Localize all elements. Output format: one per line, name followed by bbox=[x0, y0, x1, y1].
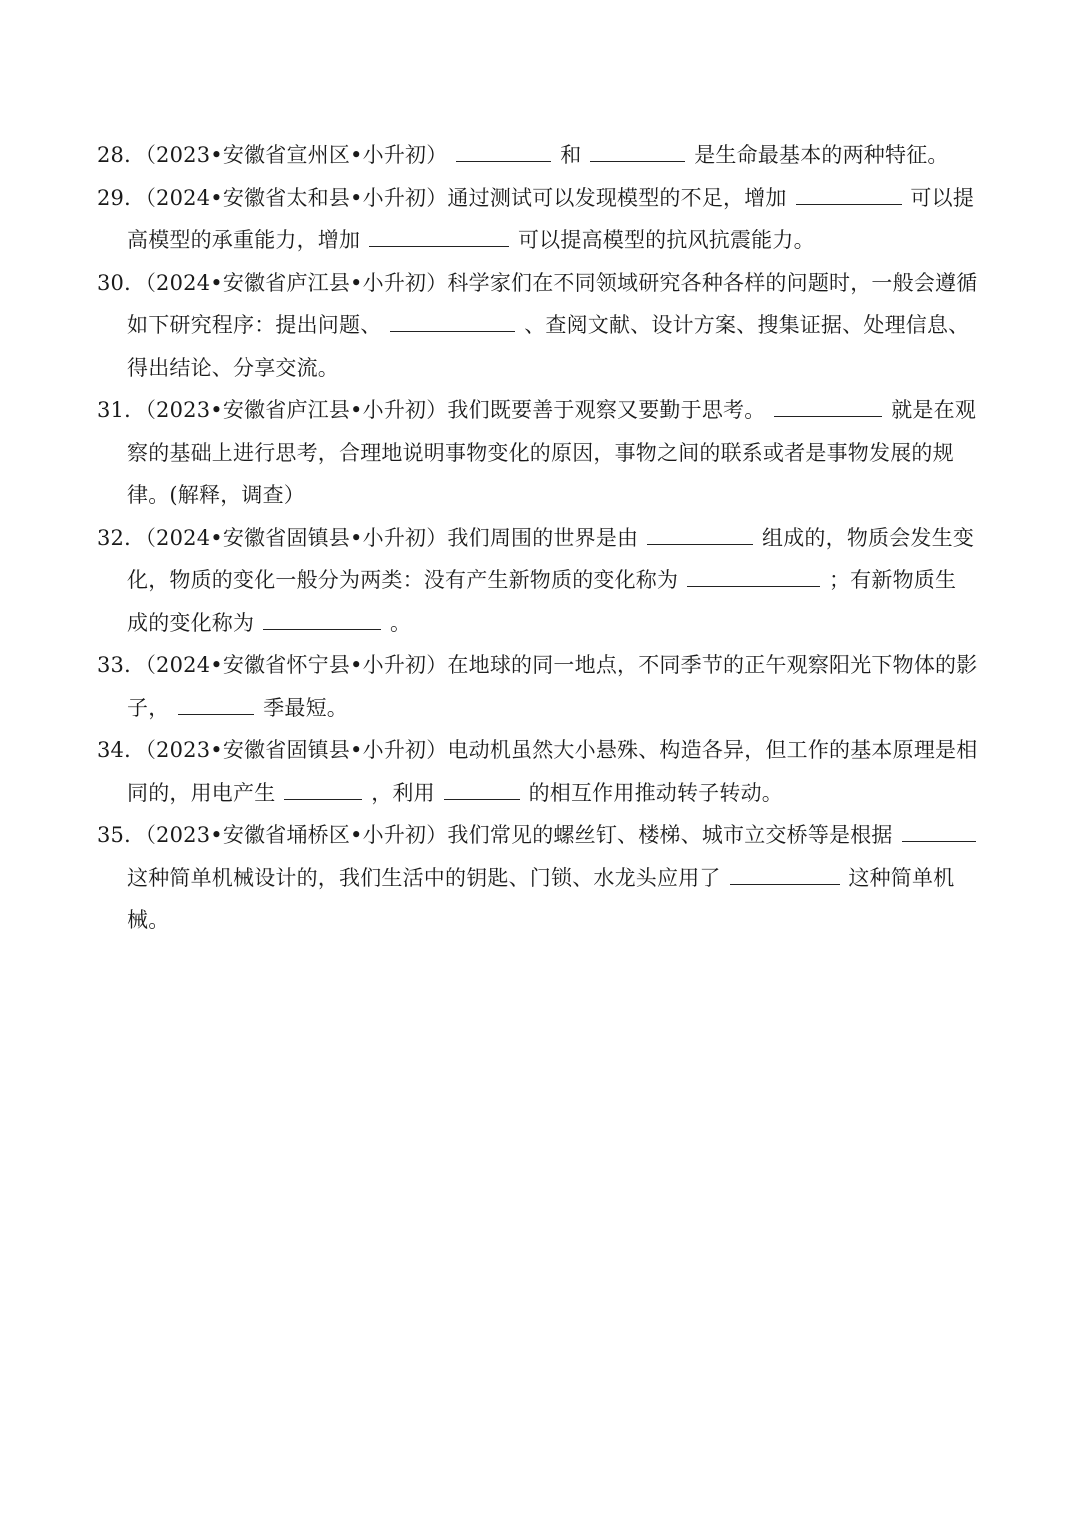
question-35-text-a: 35．（2023•安徽省埇桥区•小升初）我们常见的螺丝钉、楼梯、城市立交桥等是根据 bbox=[97, 823, 893, 847]
question-33-text-b: 子， bbox=[127, 695, 170, 720]
question-33-line-2 bbox=[97, 687, 987, 730]
question-list bbox=[97, 134, 987, 942]
question-30-line-3 bbox=[97, 347, 987, 390]
question-30-text-d: 得出结论、分享交流。 bbox=[127, 355, 339, 380]
question-35 bbox=[97, 814, 987, 942]
answer-blank[interactable] bbox=[902, 823, 976, 842]
question-34-text-a: 34．（2023•安徽省固镇县•小升初）电动机虽然大小悬殊、构造各异，但工作的基本原理是相 bbox=[97, 738, 978, 762]
question-34-text-d: 的相互作用推动转子转动。 bbox=[528, 780, 783, 805]
answer-blank[interactable] bbox=[263, 611, 381, 630]
question-31-text-a: 31．（2023•安徽省庐江县•小升初）我们既要善于观察又要勤于思考。 bbox=[97, 398, 766, 422]
question-28 bbox=[97, 134, 987, 177]
question-30-text-a: 30．（2024•安徽省庐江县•小升初）科学家们在不同领域研究各种各样的问题时，一般会遵循 bbox=[97, 270, 978, 295]
answer-blank[interactable] bbox=[178, 696, 254, 715]
question-29-text-a: 29．（2024•安徽省太和县•小升初）通过测试可以发现模型的不足，增加 bbox=[97, 185, 787, 210]
question-29-text-c: 高模型的承重能力，增加 bbox=[127, 228, 361, 252]
answer-blank[interactable] bbox=[444, 781, 520, 800]
question-29 bbox=[97, 177, 987, 262]
question-31-text-c: 察的基础上进行思考，合理地说明事物变化的原因，事物之间的联系或者是事物发展的规 bbox=[127, 440, 954, 465]
question-34 bbox=[97, 729, 987, 814]
question-32-text-d: ；有新物质生 bbox=[828, 568, 957, 592]
question-32-line-3 bbox=[97, 602, 987, 645]
answer-blank[interactable] bbox=[456, 143, 551, 162]
question-31-line-2 bbox=[97, 432, 987, 475]
question-34-text-b: 同的，用电产生 bbox=[127, 780, 276, 805]
question-33 bbox=[97, 644, 987, 729]
question-35-text-d: 械。 bbox=[127, 908, 170, 932]
question-28-text-b: 和 bbox=[560, 143, 582, 167]
question-32-line-2 bbox=[97, 559, 987, 602]
answer-blank[interactable] bbox=[647, 526, 753, 545]
question-31-text-d: 律。(解释，调查） bbox=[127, 483, 305, 507]
answer-blank[interactable] bbox=[590, 143, 685, 162]
question-32-text-c: 化，物质的变化一般分为两类：没有产生新物质的变化称为 bbox=[127, 568, 679, 592]
answer-blank[interactable] bbox=[730, 866, 840, 885]
question-32-text-e: 成的变化称为 bbox=[127, 610, 255, 635]
question-31 bbox=[97, 389, 987, 517]
question-31-line-3 bbox=[97, 474, 987, 517]
answer-blank[interactable] bbox=[369, 228, 509, 247]
question-33-text-c: 季最短。 bbox=[263, 695, 348, 720]
question-30-line-2 bbox=[97, 304, 987, 347]
question-35-text-c: 这种简单机 bbox=[848, 865, 955, 890]
question-29-line-2 bbox=[97, 219, 987, 262]
answer-blank[interactable] bbox=[390, 313, 515, 332]
answer-blank[interactable] bbox=[774, 398, 882, 417]
question-28-text-c: 是生命最基本的两种特征。 bbox=[694, 143, 949, 167]
question-30-text-b: 如下研究程序：提出问题、 bbox=[127, 313, 382, 337]
question-35-line-2 bbox=[97, 857, 987, 900]
question-32-text-f: 。 bbox=[389, 610, 412, 635]
answer-blank[interactable] bbox=[687, 568, 820, 587]
question-32 bbox=[97, 517, 987, 645]
question-28-text-a: 28．（2023•安徽省宣州区•小升初） bbox=[97, 143, 448, 167]
question-30-text-c: 、查阅文献、设计方案、搜集证据、处理信息、 bbox=[524, 313, 970, 337]
answer-blank[interactable] bbox=[284, 781, 362, 800]
question-30 bbox=[97, 262, 987, 390]
question-29-text-d: 可以提高模型的抗风抗震能力。 bbox=[517, 228, 815, 252]
question-34-line-2 bbox=[97, 772, 987, 815]
question-32-text-a: 32．（2024•安徽省固镇县•小升初）我们周围的世界是由 bbox=[97, 525, 639, 550]
answer-blank[interactable] bbox=[796, 186, 902, 205]
question-29-text-b: 可以提 bbox=[910, 185, 975, 210]
question-35-line-3 bbox=[97, 899, 987, 942]
question-34-text-c: ，利用 bbox=[371, 780, 435, 805]
question-32-text-b: 组成的，物质会发生变 bbox=[762, 525, 975, 550]
question-31-text-b: 就是在观 bbox=[891, 398, 977, 422]
question-33-text-a: 33．（2024•安徽省怀宁县•小升初）在地球的同一地点，不同季节的正午观察阳光下物体的影 bbox=[97, 653, 978, 677]
question-35-text-b: 这种简单机械设计的，我们生活中的钥匙、门锁、水龙头应用了 bbox=[127, 865, 721, 890]
